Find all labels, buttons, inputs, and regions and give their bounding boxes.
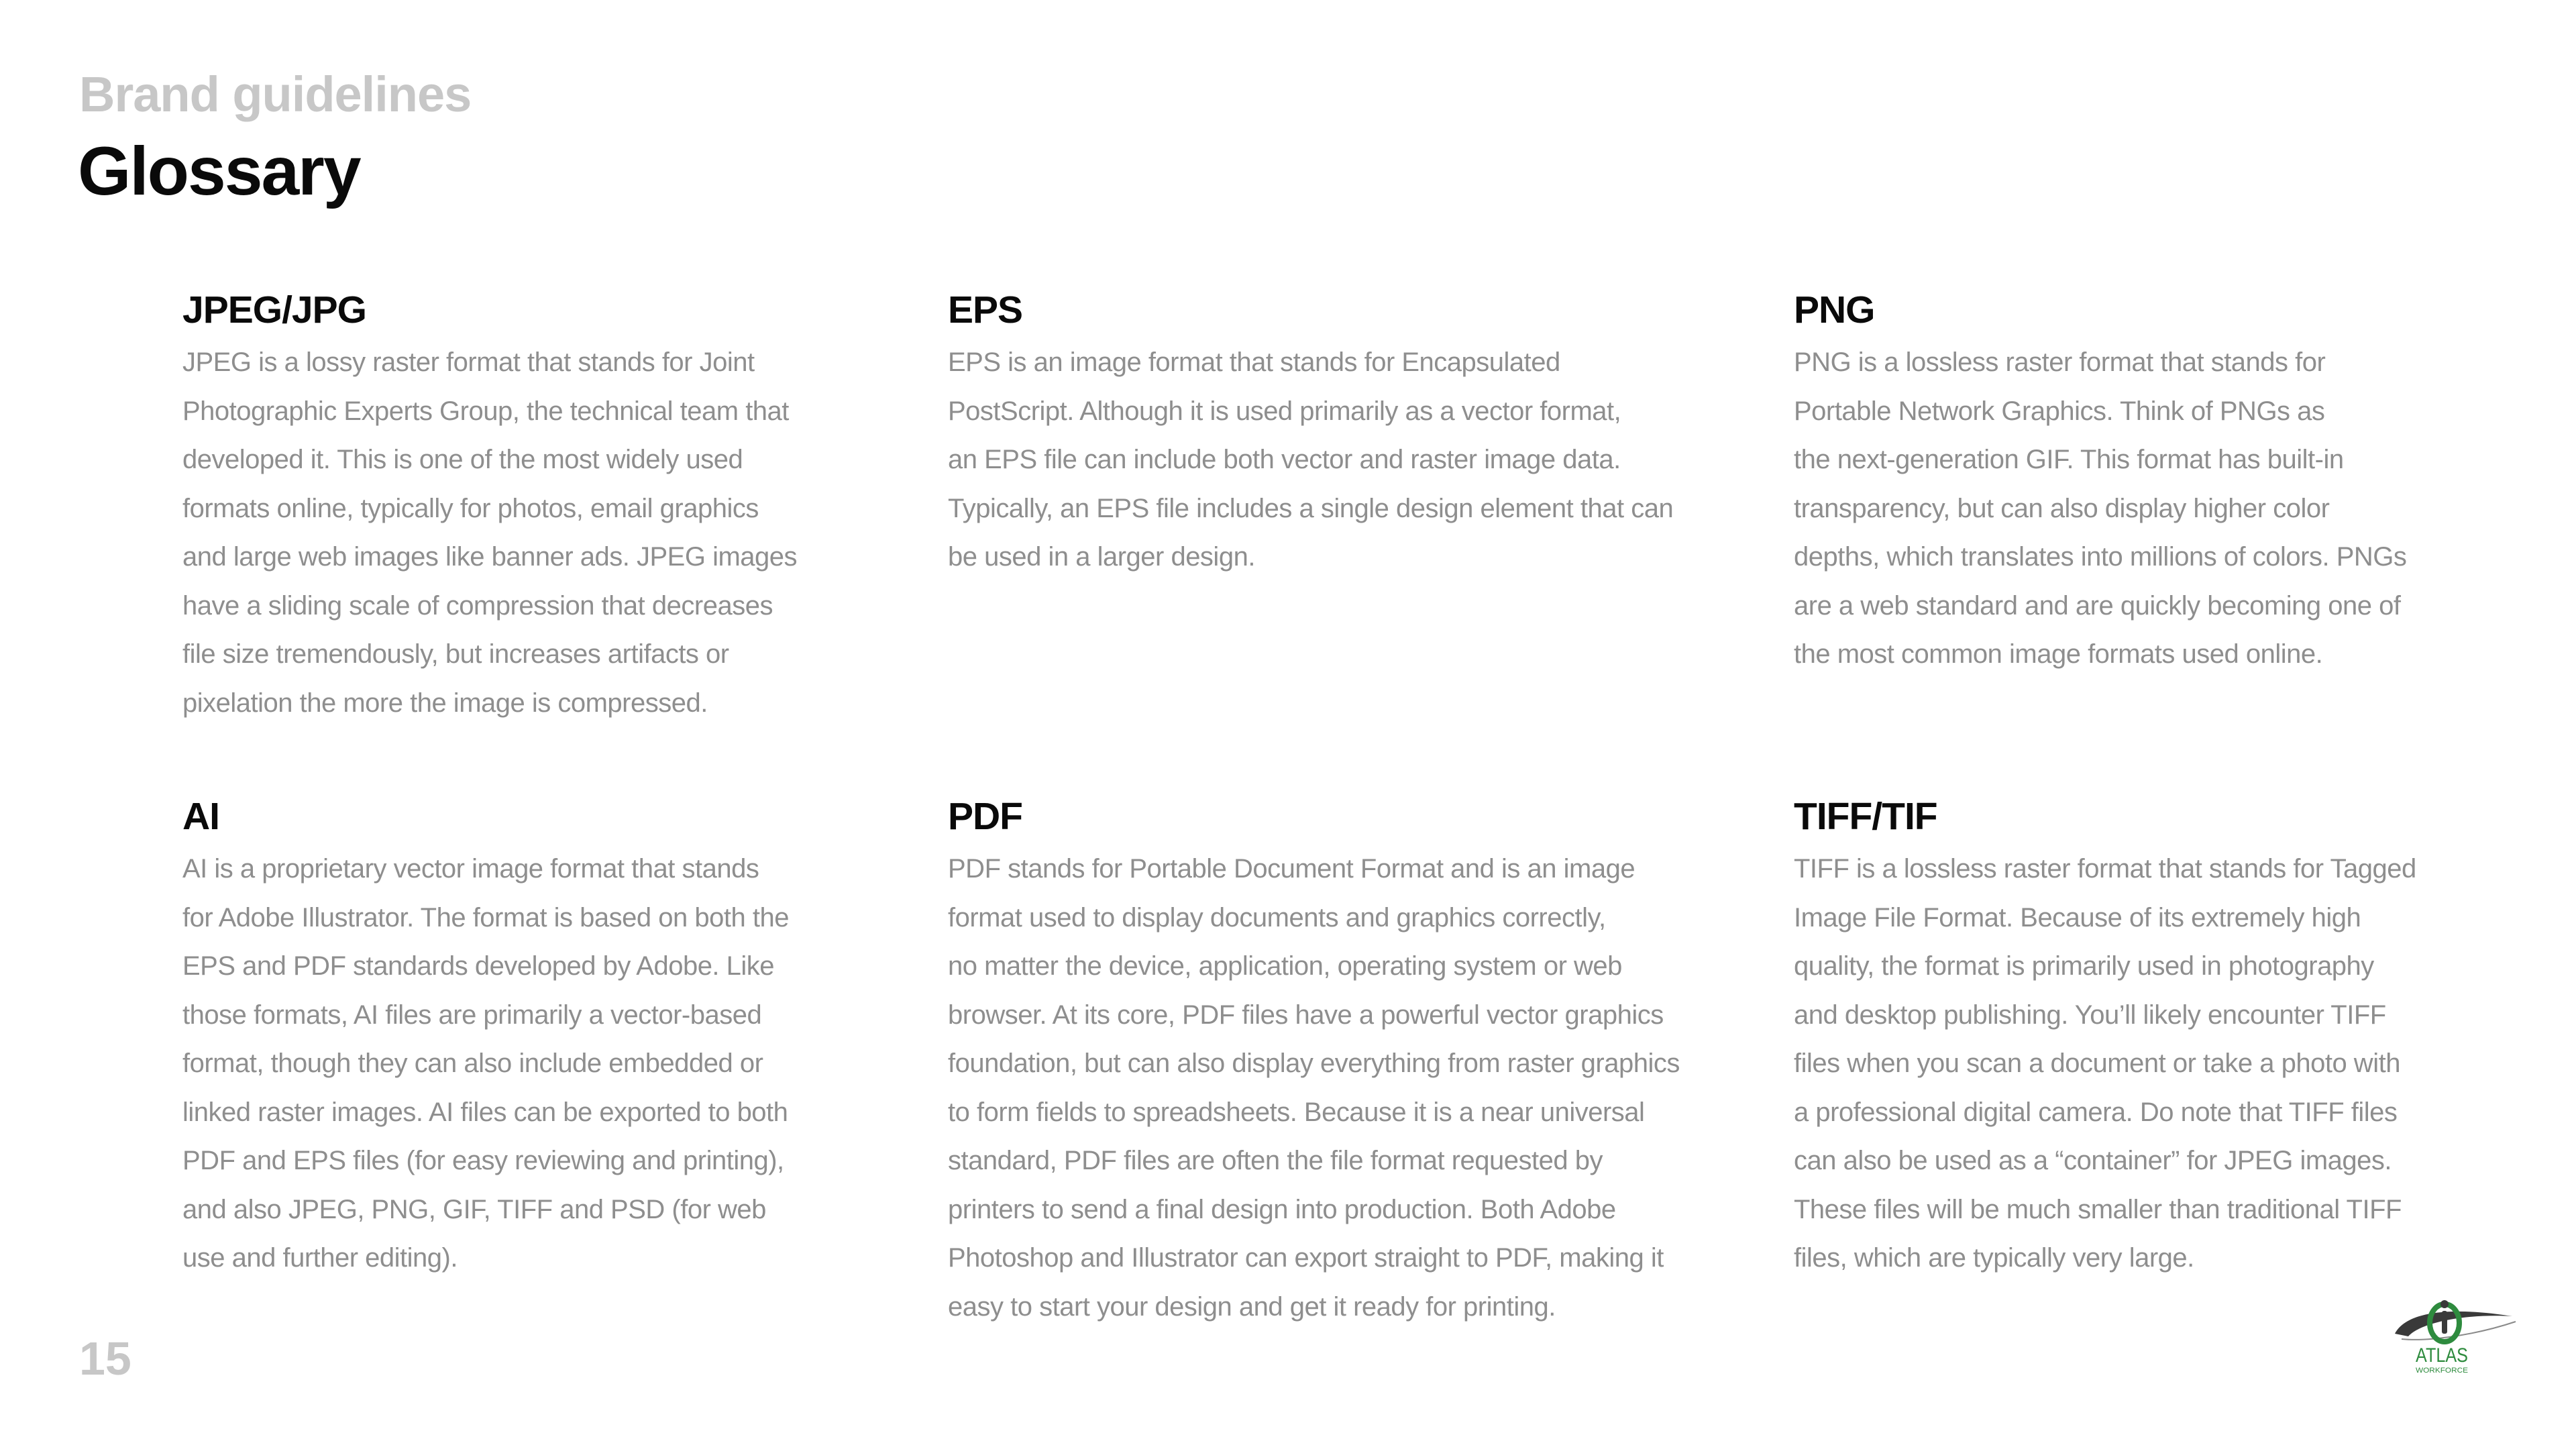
- logo-wordmark: ATLAS: [2416, 1344, 2468, 1367]
- logo-tagline: WORKFORCE: [2416, 1367, 2468, 1375]
- description-line: These files will be much smaller than traditional TIFF: [1794, 1194, 2402, 1224]
- description-line: EPS and PDF standards developed by Adobe. Like: [182, 951, 775, 981]
- description-line: browser. At its core, PDF files have a powerful vector graphics: [948, 1000, 1664, 1030]
- description-line: the most common image formats used online.: [1794, 639, 2323, 669]
- entry-description: [1794, 338, 2465, 679]
- description-line: files when you scan a document or take a photo with: [1794, 1049, 2400, 1078]
- description-line: PostScript. Although it is used primarily as a vector format,: [948, 396, 1621, 426]
- description-line: EPS is an image format that stands for Encapsulated: [948, 348, 1560, 377]
- description-line: file size tremendously, but increases artifacts or: [182, 639, 729, 669]
- glossary-entry-pdf: [948, 795, 1680, 1331]
- description-line: JPEG is a lossy raster format that stands for Joint: [182, 348, 755, 377]
- description-line: an EPS file can include both vector and raster image data.: [948, 445, 1621, 474]
- description-line: PDF and EPS files (for easy reviewing and printing),: [182, 1146, 784, 1175]
- glossary-entry-png: [1794, 288, 2465, 679]
- description-line: depths, which translates into millions of colors. PNGs: [1794, 542, 2407, 572]
- description-line: and large web images like banner ads. JPEG images: [182, 542, 798, 572]
- glossary-entry-ai: [182, 795, 853, 1283]
- description-line: to form fields to spreadsheets. Because it is a near universal: [948, 1097, 1645, 1127]
- description-line: Typically, an EPS file includes a single design element that can: [948, 493, 1674, 523]
- description-line: can also be used as a “container” for JPEG images.: [1794, 1146, 2392, 1175]
- description-line: PNG is a lossless raster format that stands for: [1794, 348, 2326, 377]
- description-line: PDF stands for Portable Document Format and is an image: [948, 854, 1635, 884]
- description-line: Photoshop and Illustrator can export straight to PDF, making it: [948, 1243, 1664, 1273]
- description-line: and desktop publishing. You’ll likely encounter TIFF: [1794, 1000, 2386, 1030]
- logo-figure-body: [2442, 1311, 2447, 1334]
- description-line: AI is a proprietary vector image format that stands: [182, 854, 759, 884]
- description-line: formats online, typically for photos, email graphics: [182, 493, 759, 523]
- entry-description: [182, 845, 853, 1283]
- description-line: are a web standard and are quickly becoming one of: [1794, 590, 2401, 621]
- entry-description: [182, 338, 853, 727]
- description-line: those formats, AI files are primarily a vector-based: [182, 1000, 762, 1030]
- description-line: standard, PDF files are often the file format requested by: [948, 1146, 1603, 1175]
- description-line: for Adobe Illustrator. The format is based on both the: [182, 902, 789, 933]
- description-line: foundation, but can also display everything from raster graphics: [948, 1049, 1680, 1078]
- glossary-entry-eps: [948, 288, 1674, 582]
- description-line: use and further editing).: [182, 1243, 458, 1273]
- entry-term: PNG: [1794, 288, 1875, 331]
- description-line: quality, the format is primarily used in photography: [1794, 951, 2374, 981]
- description-line: have a sliding scale of compression that decreases: [182, 590, 773, 621]
- description-line: the next-generation GIF. This format has built-in: [1794, 445, 2344, 474]
- description-line: Image File Format. Because of its extremely high: [1794, 902, 2361, 933]
- page-number: 15: [79, 1332, 131, 1385]
- description-line: developed it. This is one of the most widely used: [182, 445, 743, 474]
- entry-description: [948, 338, 1674, 582]
- description-line: Portable Network Graphics. Think of PNGs as: [1794, 396, 2325, 426]
- section-eyebrow: Brand guidelines: [79, 66, 472, 122]
- description-line: Photographic Experts Group, the technical team that: [182, 396, 789, 426]
- logo-figure-head: [2440, 1300, 2449, 1308]
- description-line: no matter the device, application, operating system or web: [948, 951, 1622, 981]
- description-line: printers to send a final design into production. Both Adobe: [948, 1194, 1616, 1224]
- glossary-entry-jpeg: [182, 288, 853, 727]
- atlas-workforce-logo: [2388, 1295, 2522, 1389]
- page-title: Glossary: [78, 133, 360, 209]
- description-line: pixelation the more the image is compressed.: [182, 688, 708, 718]
- description-line: a professional digital camera. Do note that TIFF files: [1794, 1097, 2398, 1127]
- entry-term: PDF: [948, 795, 1022, 838]
- description-line: files, which are typically very large.: [1794, 1243, 2194, 1273]
- entry-description: [948, 845, 1680, 1331]
- description-line: linked raster images. AI files can be exported to both: [182, 1097, 788, 1127]
- entry-term: EPS: [948, 288, 1023, 331]
- description-line: easy to start your design and get it ready for printing.: [948, 1291, 1556, 1322]
- entry-term: AI: [182, 795, 219, 838]
- description-line: be used in a larger design.: [948, 542, 1255, 572]
- entry-term: JPEG/JPG: [182, 288, 366, 331]
- entry-description: [1794, 845, 2465, 1283]
- description-line: TIFF is a lossless raster format that stands for Tagged: [1794, 854, 2416, 884]
- description-line: transparency, but can also display higher color: [1794, 493, 2330, 523]
- description-line: and also JPEG, PNG, GIF, TIFF and PSD (for web: [182, 1194, 766, 1224]
- description-line: format used to display documents and graphics correctly,: [948, 902, 1606, 933]
- entry-term: TIFF/TIF: [1794, 795, 1937, 838]
- description-line: format, though they can also include embedded or: [182, 1049, 763, 1078]
- logo-orbit: [2395, 1312, 2512, 1336]
- glossary-entry-tiff: [1794, 795, 2465, 1283]
